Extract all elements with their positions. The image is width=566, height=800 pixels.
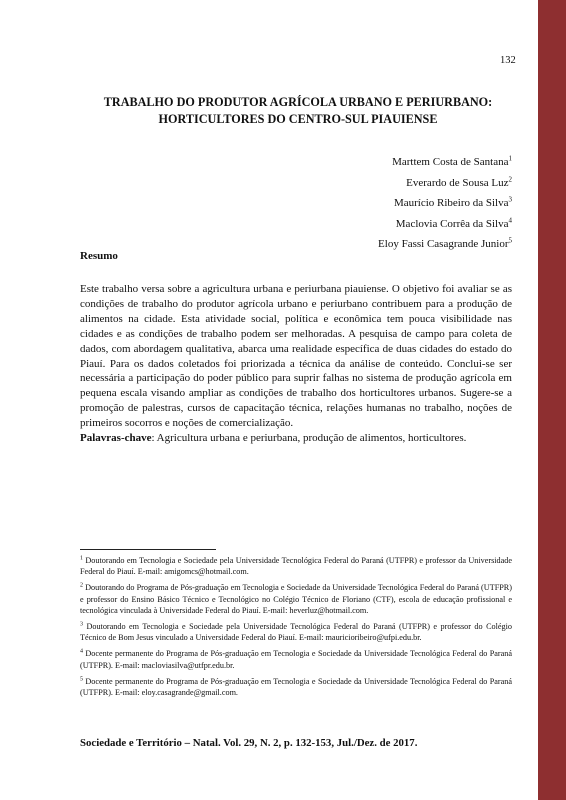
author xyxy=(378,214,512,235)
footnote-text: Docente permanente do Programa de Pós-graduação em Tecnologia e Sociedade da Universidade Tecnológica Federal do Paraná (UTFPR). E-mail: macloviasilva@utfpr.edu.br. xyxy=(80,649,512,670)
author-note-marker[interactable]: 4 xyxy=(508,215,512,224)
abstract-heading: Resumo xyxy=(80,250,118,262)
title-line-1: TRABALHO DO PRODUTOR AGRÍCOLA URBANO E PERIURBANO: xyxy=(103,95,493,109)
footnote xyxy=(80,555,512,577)
author-note-marker[interactable]: 3 xyxy=(508,195,512,204)
footnote-text: Doutorando em Tecnologia e Sociedade pela Universidade Tecnológica Federal do Paraná (UTFPR) e professor do Colégio Técnico de Bom Jesus vinculado a Universidade Federal do Piauí. E-mail: mauricioribeiro@ufpi.edu.br. xyxy=(80,622,512,643)
author-list xyxy=(378,152,512,255)
footnote-number: 1 xyxy=(80,555,83,562)
author xyxy=(378,234,512,255)
title-line-2: HORTICULTORES DO CENTRO-SUL PIAUIENSE xyxy=(158,112,438,126)
author-name: Eloy Fassi Casagrande Junior xyxy=(378,238,509,250)
footnote xyxy=(80,676,512,698)
keywords-text: : Agricultura urbana e periurbana, produção de alimentos, horticultores. xyxy=(151,432,467,444)
footnote-number: 3 xyxy=(80,621,83,628)
page-number: 132 xyxy=(500,55,516,66)
footnote xyxy=(80,648,512,670)
footnote-text: Docente permanente do Programa de Pós-graduação em Tecnologia e Sociedade da Universidade Tecnológica Federal do Paraná (UTFPR). E-mail: eloy.casagrande@gmail.com. xyxy=(80,676,512,698)
author-name: Maurício Ribeiro da Silva xyxy=(393,197,509,209)
footnote xyxy=(80,621,512,643)
footnote-number: 2 xyxy=(80,582,83,589)
footnote-text: Doutorando do Programa de Pós-graduação em Tecnologia e Sociedade da Universidade Tecnológica Federal do Paraná (UTFPR) e professor do Ensino Básico Técnico e Tecnológico no Colégio Técnico de Floriano (CTF), escola de educação profissional e tecnológica vinculada à Universidade Federal do Piauí. E-mail: heverluz@hotmail.com. xyxy=(80,583,512,615)
author-name: Marttem Costa de Santana xyxy=(392,156,509,168)
keywords-label: Palavras-chave xyxy=(80,432,152,444)
author-note-marker[interactable]: 5 xyxy=(508,236,512,245)
journal-citation: Sociedade e Território – Natal. Vol. 29, N. 2, p. 132-153, Jul./Dez. de 2017. xyxy=(80,737,418,749)
footnote-text: Doutorando em Tecnologia e Sociedade pela Universidade Tecnológica Federal do Paraná (UTFPR) e professor da Universidade Federal do Piauí. E-mail: amigomcs@hotmail.com. xyxy=(80,556,512,577)
author xyxy=(378,173,512,194)
author xyxy=(378,193,512,214)
author xyxy=(378,152,512,173)
decorative-sidebar xyxy=(538,0,566,800)
footnote xyxy=(80,582,512,616)
keywords xyxy=(80,431,520,445)
footnote-number: 5 xyxy=(80,676,83,683)
author-note-marker[interactable]: 1 xyxy=(508,154,512,163)
author-note-marker[interactable]: 2 xyxy=(508,174,512,183)
abstract-body: Este trabalho versa sobre a agricultura urbana e periurbana piauiense. O objetivo foi avaliar se as condições de trabalho do produtor agrícola urbano e periurbano contribuem para a produção de alimentos na cidade. Esta atividade social, política e econômica tem pouca visibilidade nas cidades e as condições de trabalho podem ser melhoradas. A pesquisa de campo para coleta de dados, com abordagem qualitativa, abarca uma realidade específica de duas cidades do estado do Piauí. Para os dados coletados foi priorizada a técnica da análise de conteúdo. Conclui-se ser necessária a participação do poder público para suprir falhas no sistema de produção agrícola em pequena escala visando ampliar as condições de trabalho dos horticultores urbanos. Sugere-se a promoção de palestras, cursos de capacitação técnica, relações humanas no trabalho, noções de primeiros socorros e noções de comercialização. xyxy=(80,283,512,430)
footnote-divider xyxy=(80,549,216,550)
paper-title xyxy=(78,94,518,128)
footnote-number: 4 xyxy=(80,648,83,655)
footnotes xyxy=(80,555,512,703)
author-name: Maclovia Corrêa da Silva xyxy=(395,217,509,230)
author-name: Everardo de Sousa Luz xyxy=(406,176,509,189)
